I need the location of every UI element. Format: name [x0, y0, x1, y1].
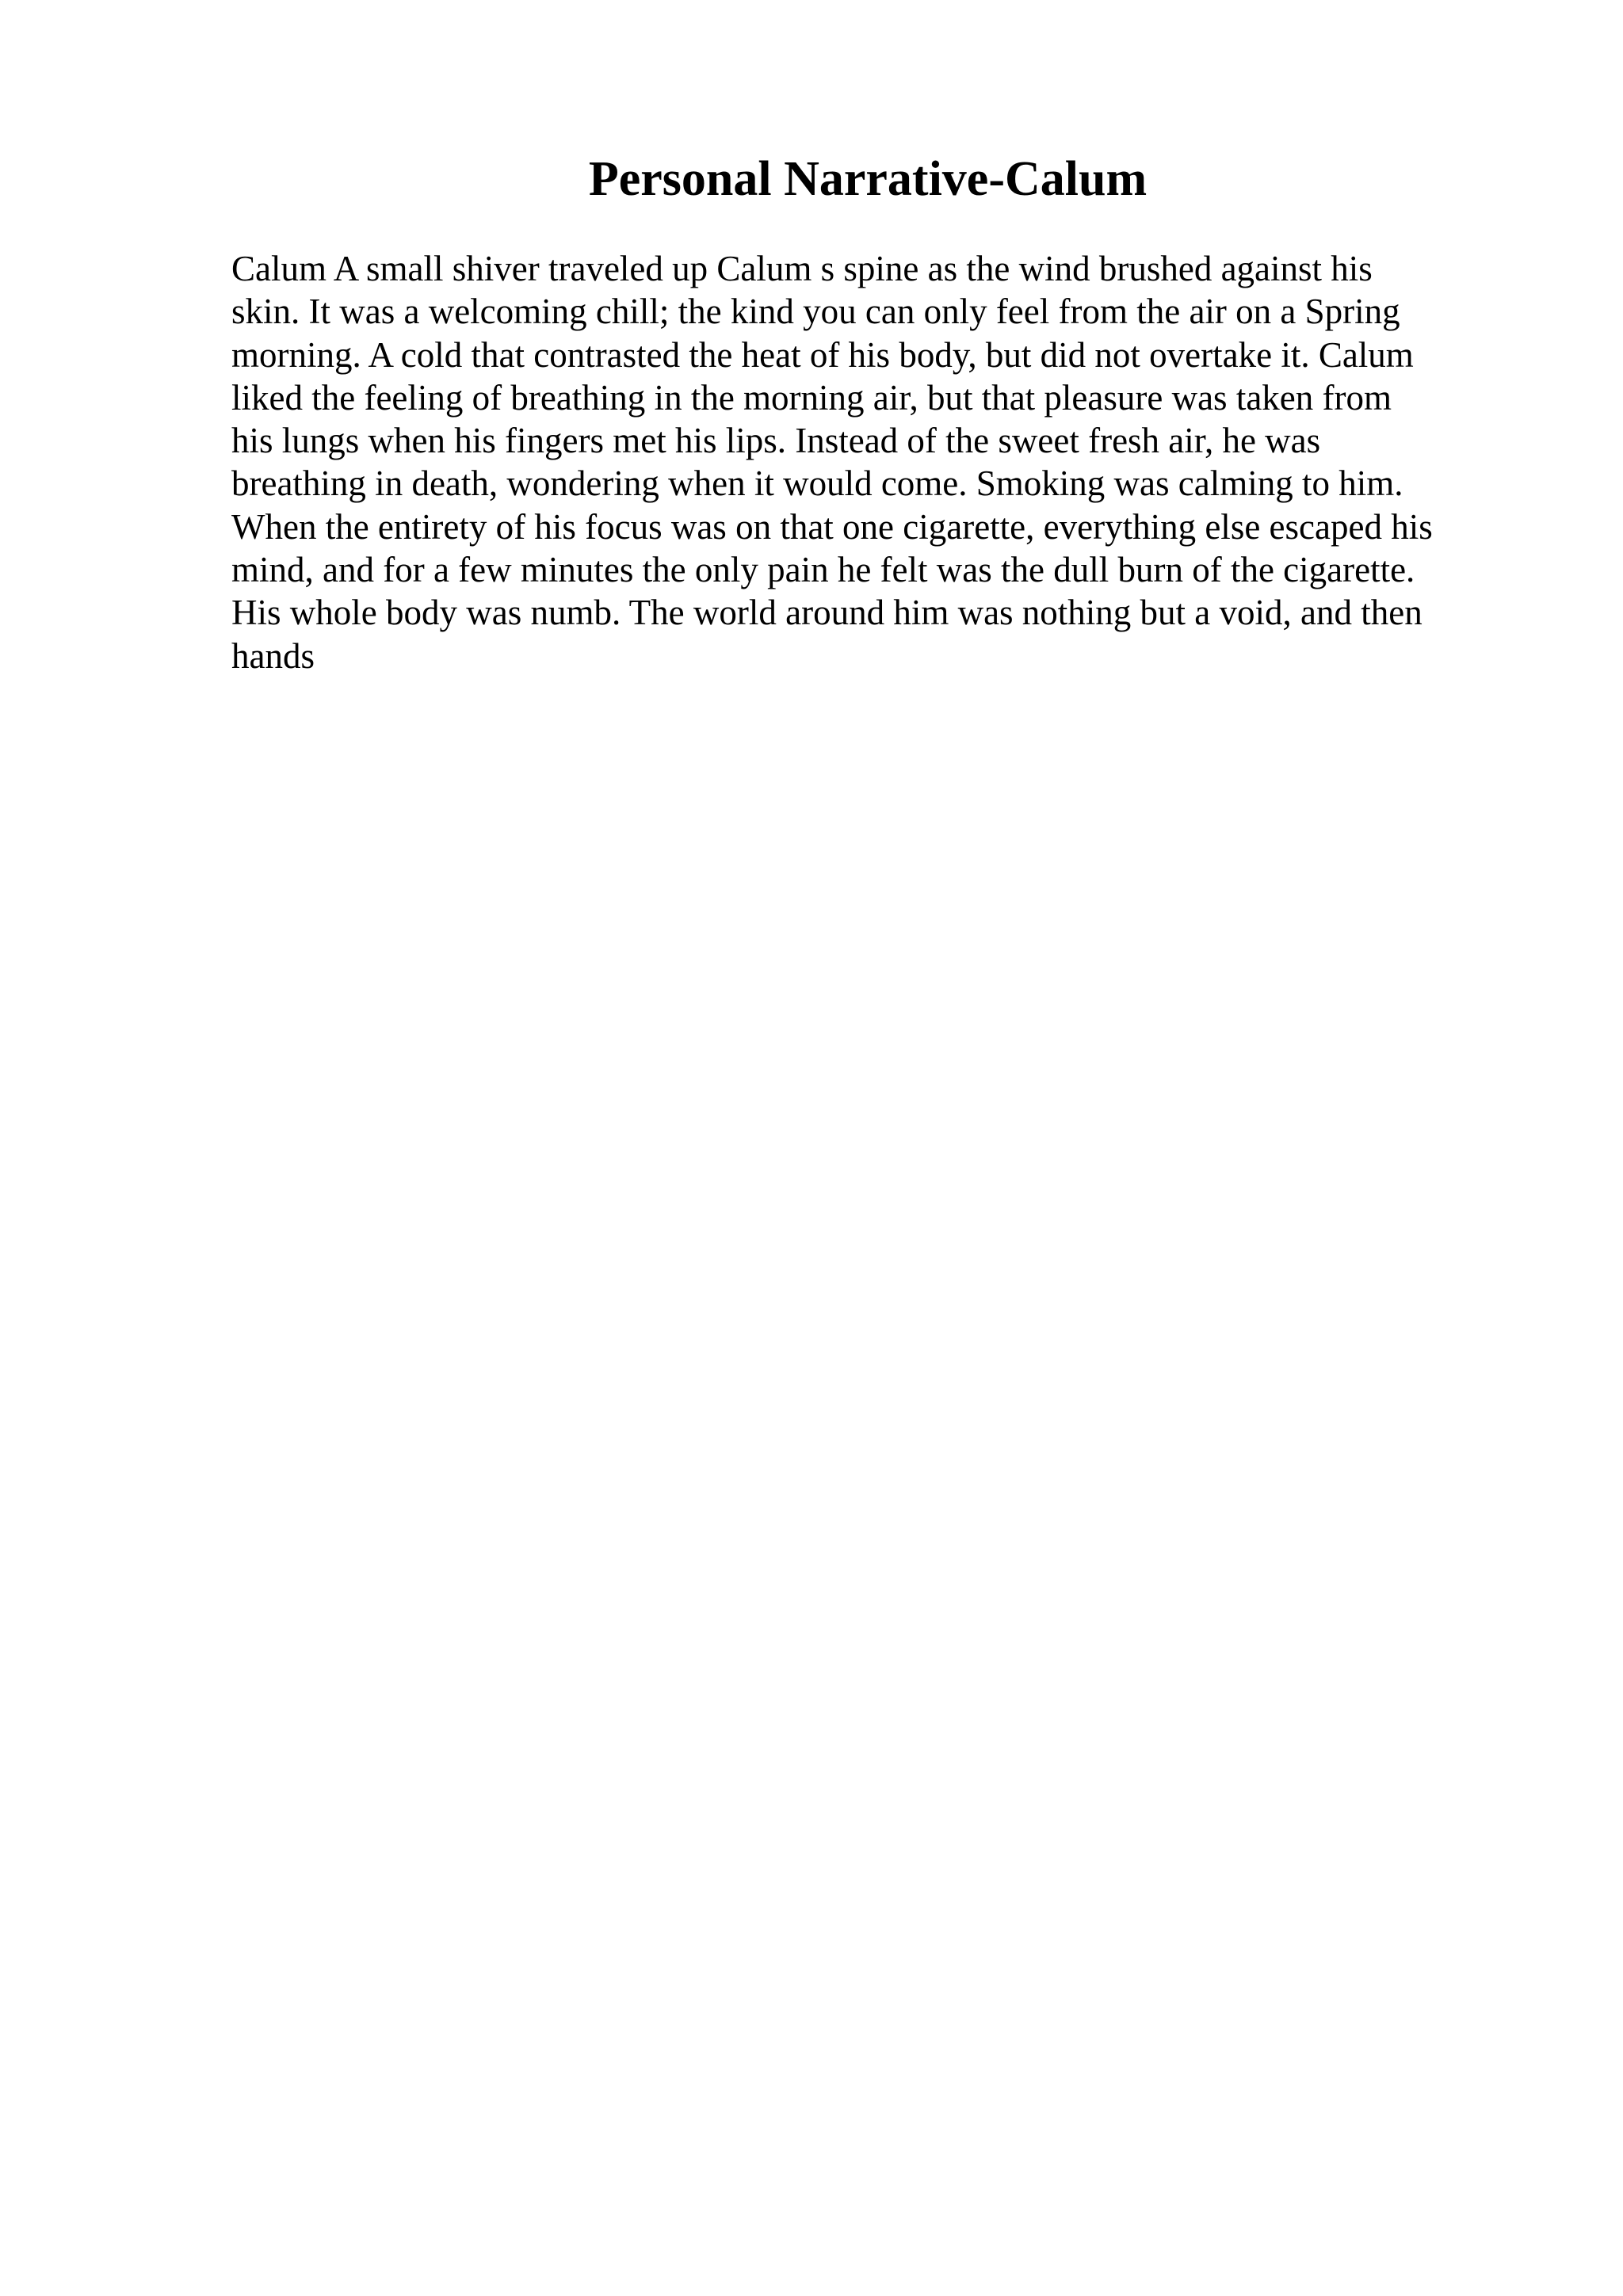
body-line: Calum A small shiver traveled up Calum s spine as the wind brushed against his — [231, 249, 1373, 288]
document-title: Personal Narrative-Calum — [588, 152, 1148, 206]
body-line: liked the feeling of breathing in the morning air, but that pleasure was taken from — [231, 377, 1392, 418]
body-line: breathing in death, wondering when it would come. Smoking was calming to him. — [231, 463, 1403, 504]
body-line: skin. It was a welcoming chill; the kind you can only feel from the air on a Spring — [231, 292, 1400, 332]
body-line: hands — [231, 635, 315, 676]
body-line: morning. A cold that contrasted the heat of his body, but did not overtake it. Calum — [231, 334, 1414, 375]
body-line: his lungs when his fingers met his lips. Instead of the sweet fresh air, he was — [231, 421, 1321, 461]
document-body — [231, 247, 1515, 677]
body-line: mind, and for a few minutes the only pain he felt was the dull burn of the cigarette. — [231, 550, 1415, 590]
body-line: When the entirety of his focus was on that one cigarette, everything else escaped his — [231, 506, 1433, 547]
body-line: His whole body was numb. The world around him was nothing but a void, and then — [231, 593, 1423, 633]
